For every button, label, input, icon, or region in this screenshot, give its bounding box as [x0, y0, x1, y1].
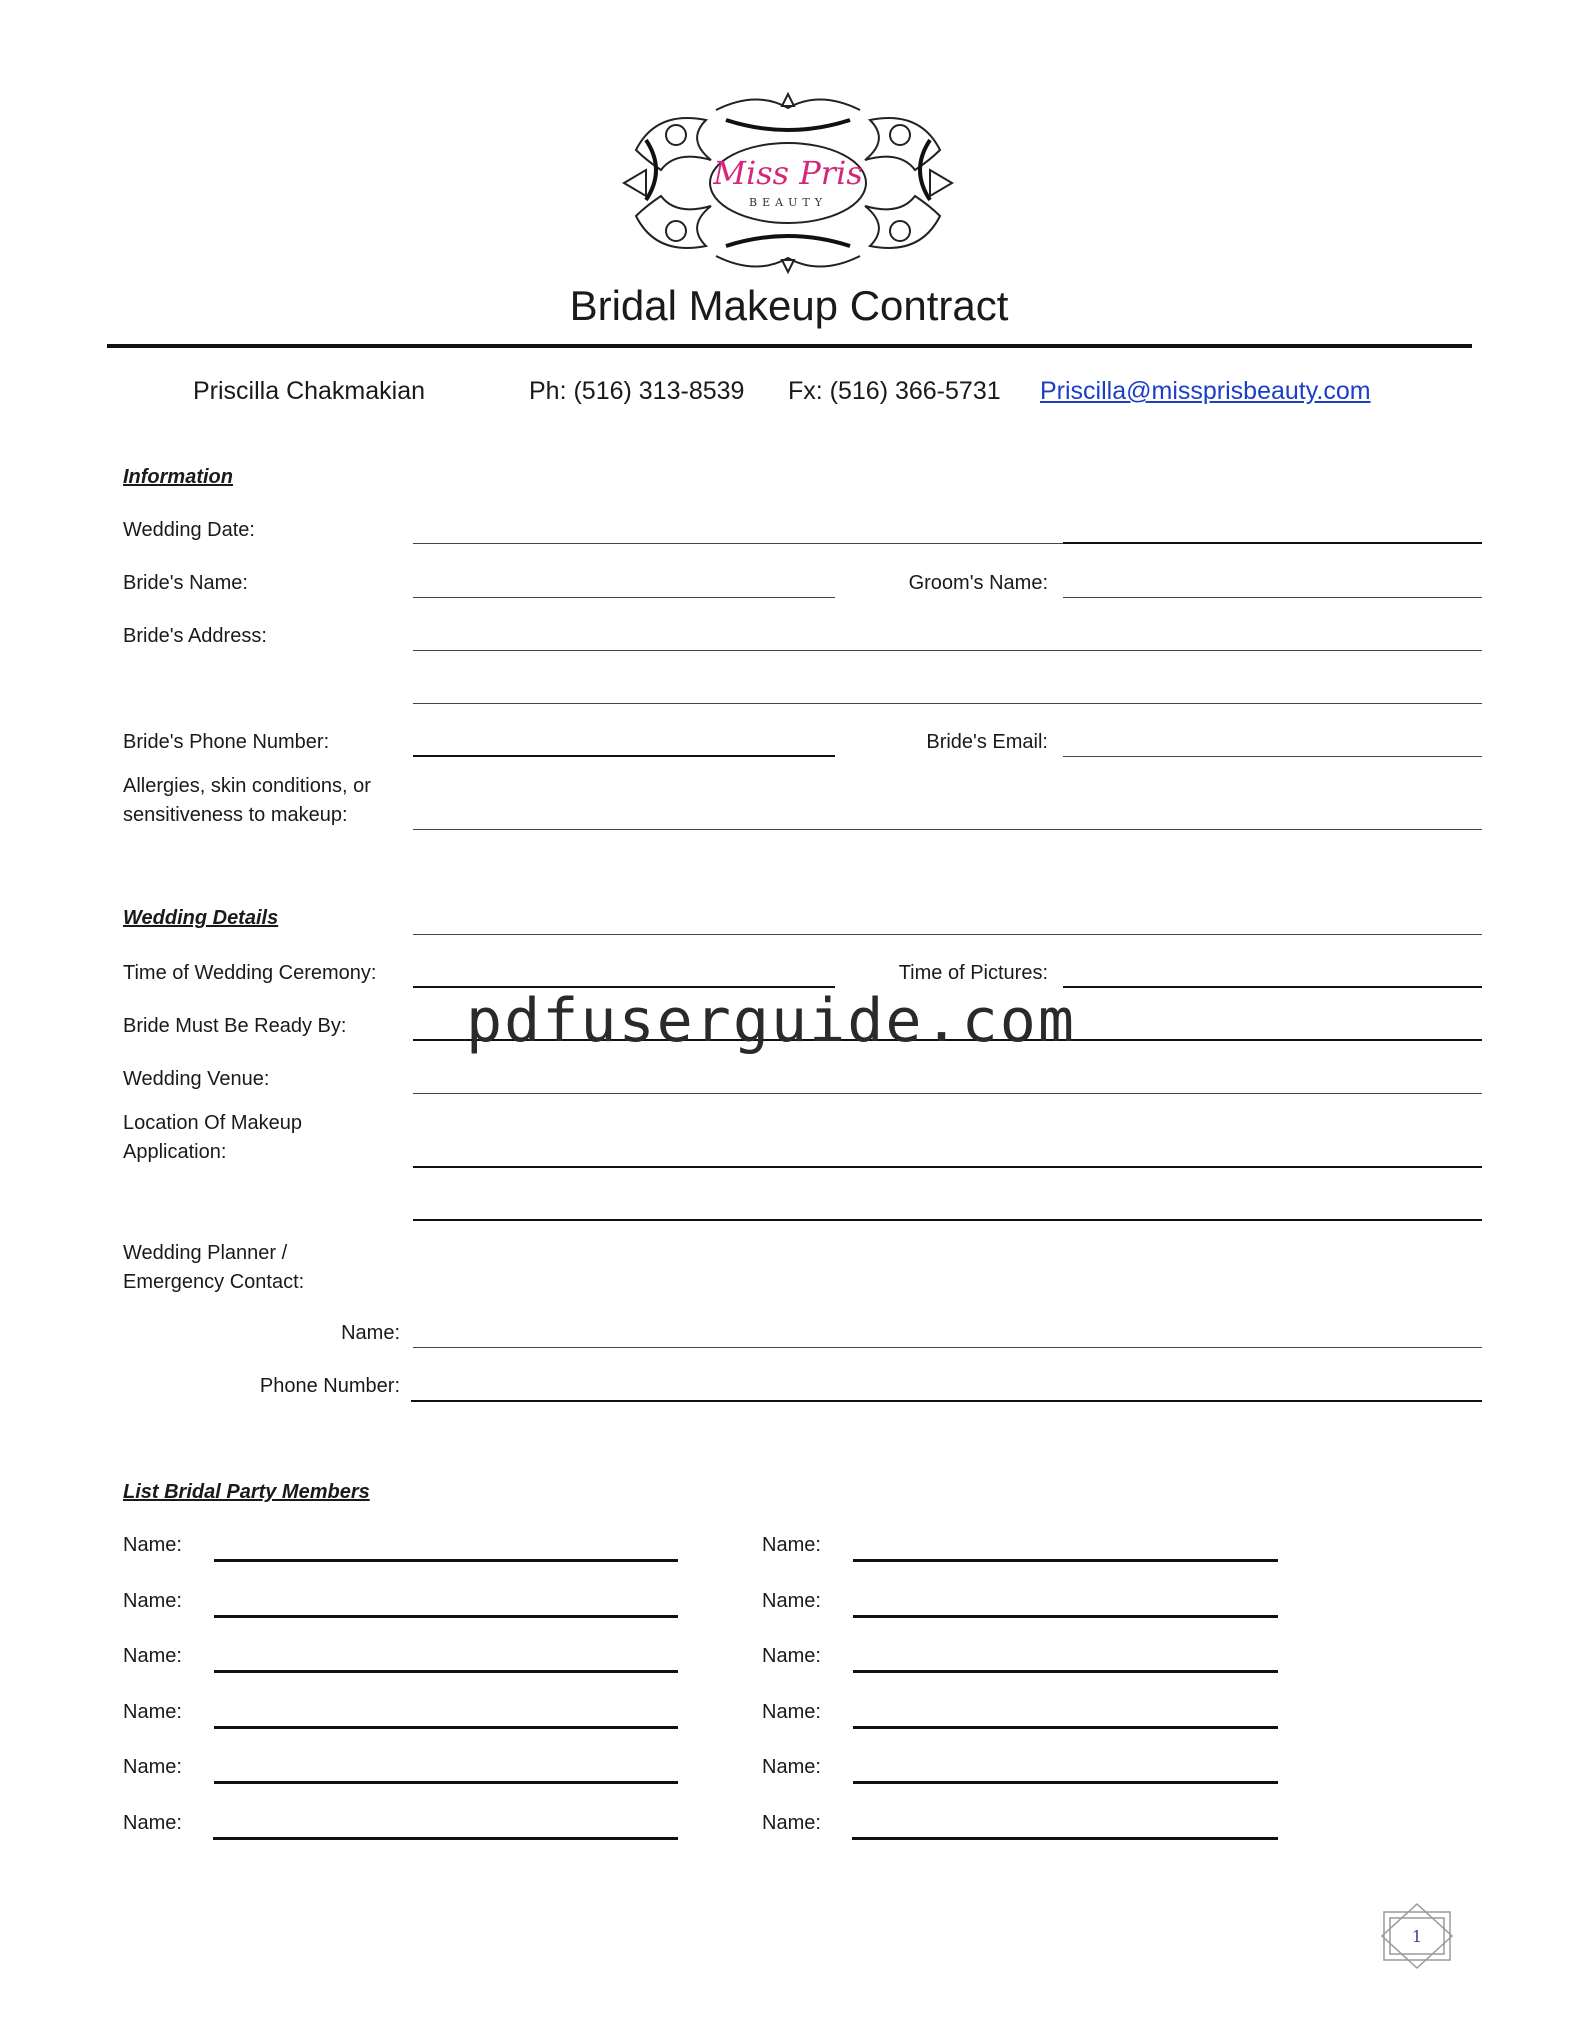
party-name-field[interactable]: [852, 1837, 1278, 1840]
contact-email-link[interactable]: Priscilla@missprisbeauty.com: [1040, 377, 1371, 405]
party-name-label: Name:: [762, 1590, 821, 1612]
brides-email-label: Bride's Email:: [926, 731, 1048, 753]
brides-address-field-1[interactable]: [413, 650, 1482, 651]
wedding-details-field[interactable]: [413, 934, 1482, 935]
allergies-label-line2: sensitiveness to makeup:: [123, 804, 348, 826]
party-name-label: Name:: [123, 1645, 182, 1667]
party-name-label: Name:: [123, 1534, 182, 1556]
contact-name: Priscilla Chakmakian: [193, 377, 426, 405]
ready-by-label: Bride Must Be Ready By:: [123, 1015, 347, 1037]
allergies-field[interactable]: [413, 829, 1482, 830]
brides-phone-field[interactable]: [413, 755, 835, 757]
pictures-time-field[interactable]: [1063, 986, 1482, 988]
makeup-location-field-2[interactable]: [413, 1219, 1482, 1221]
brides-address-label: Bride's Address:: [123, 625, 267, 647]
party-name-field[interactable]: [853, 1726, 1278, 1729]
grooms-name-field[interactable]: [1063, 597, 1482, 598]
makeup-location-field-1[interactable]: [413, 1166, 1482, 1168]
party-name-field[interactable]: [853, 1670, 1278, 1673]
wedding-details-heading: Wedding Details: [123, 907, 279, 929]
page-title: Bridal Makeup Contract: [569, 282, 1009, 329]
party-name-label: Name:: [123, 1590, 182, 1612]
brides-phone-label: Bride's Phone Number:: [123, 731, 330, 753]
miss-pris-beauty-logo: [616, 90, 960, 276]
party-name-field[interactable]: [213, 1837, 678, 1840]
grooms-name-label: Groom's Name:: [908, 572, 1048, 594]
wedding-date-field[interactable]: [413, 543, 1063, 544]
logo-sub-text: BEAUTY: [749, 196, 827, 209]
party-name-field[interactable]: [214, 1615, 678, 1618]
venue-field[interactable]: [413, 1093, 1482, 1094]
planner-label-line1: Wedding Planner /: [123, 1242, 288, 1264]
party-name-field[interactable]: [214, 1559, 678, 1562]
watermark-text: pdfuserguide.com: [466, 986, 1076, 1056]
brides-email-field[interactable]: [1063, 756, 1482, 757]
pictures-time-label: Time of Pictures:: [898, 962, 1048, 984]
ceremony-time-label: Time of Wedding Ceremony:: [123, 962, 377, 984]
contact-phone: Ph: (516) 313-8539: [529, 377, 745, 405]
makeup-location-label-line1: Location Of Makeup: [123, 1112, 302, 1134]
party-name-label: Name:: [762, 1645, 821, 1667]
party-name-label: Name:: [123, 1756, 182, 1778]
party-name-field[interactable]: [853, 1559, 1278, 1562]
makeup-location-label-line2: Application:: [123, 1141, 227, 1163]
allergies-label-line1: Allergies, skin conditions, or: [123, 775, 371, 797]
party-name-field[interactable]: [214, 1781, 678, 1784]
party-name-field[interactable]: [853, 1781, 1278, 1784]
planner-name-label: Name:: [341, 1322, 400, 1344]
bridal-party-heading: List Bridal Party Members: [123, 1481, 370, 1503]
party-name-field[interactable]: [214, 1670, 678, 1673]
page-number-badge: [1378, 1902, 1456, 1970]
logo-brand-text: Miss Pris: [713, 154, 863, 192]
wedding-date-label: Wedding Date:: [123, 519, 255, 541]
brides-name-label: Bride's Name:: [123, 572, 248, 594]
party-name-label: Name:: [762, 1534, 821, 1556]
party-name-label: Name:: [762, 1756, 821, 1778]
information-heading: Information: [123, 466, 233, 488]
venue-label: Wedding Venue:: [123, 1068, 270, 1090]
brides-address-field-2[interactable]: [413, 703, 1482, 704]
planner-label-line2: Emergency Contact:: [123, 1271, 305, 1293]
party-name-label: Name:: [762, 1812, 821, 1834]
party-name-label: Name:: [123, 1812, 182, 1834]
brides-name-field[interactable]: [413, 597, 835, 598]
party-name-label: Name:: [123, 1701, 182, 1723]
title-divider: [107, 344, 1472, 348]
planner-phone-label: Phone Number:: [259, 1375, 400, 1397]
party-name-field[interactable]: [853, 1615, 1278, 1618]
wedding-date-field-extension[interactable]: [1063, 542, 1482, 544]
page-number-text: 1: [1411, 1927, 1423, 1946]
planner-phone-field[interactable]: [411, 1400, 1482, 1402]
contact-fax: Fx: (516) 366-5731: [788, 377, 1001, 405]
party-name-label: Name:: [762, 1701, 821, 1723]
planner-name-field[interactable]: [413, 1347, 1482, 1348]
party-name-field[interactable]: [214, 1726, 678, 1729]
